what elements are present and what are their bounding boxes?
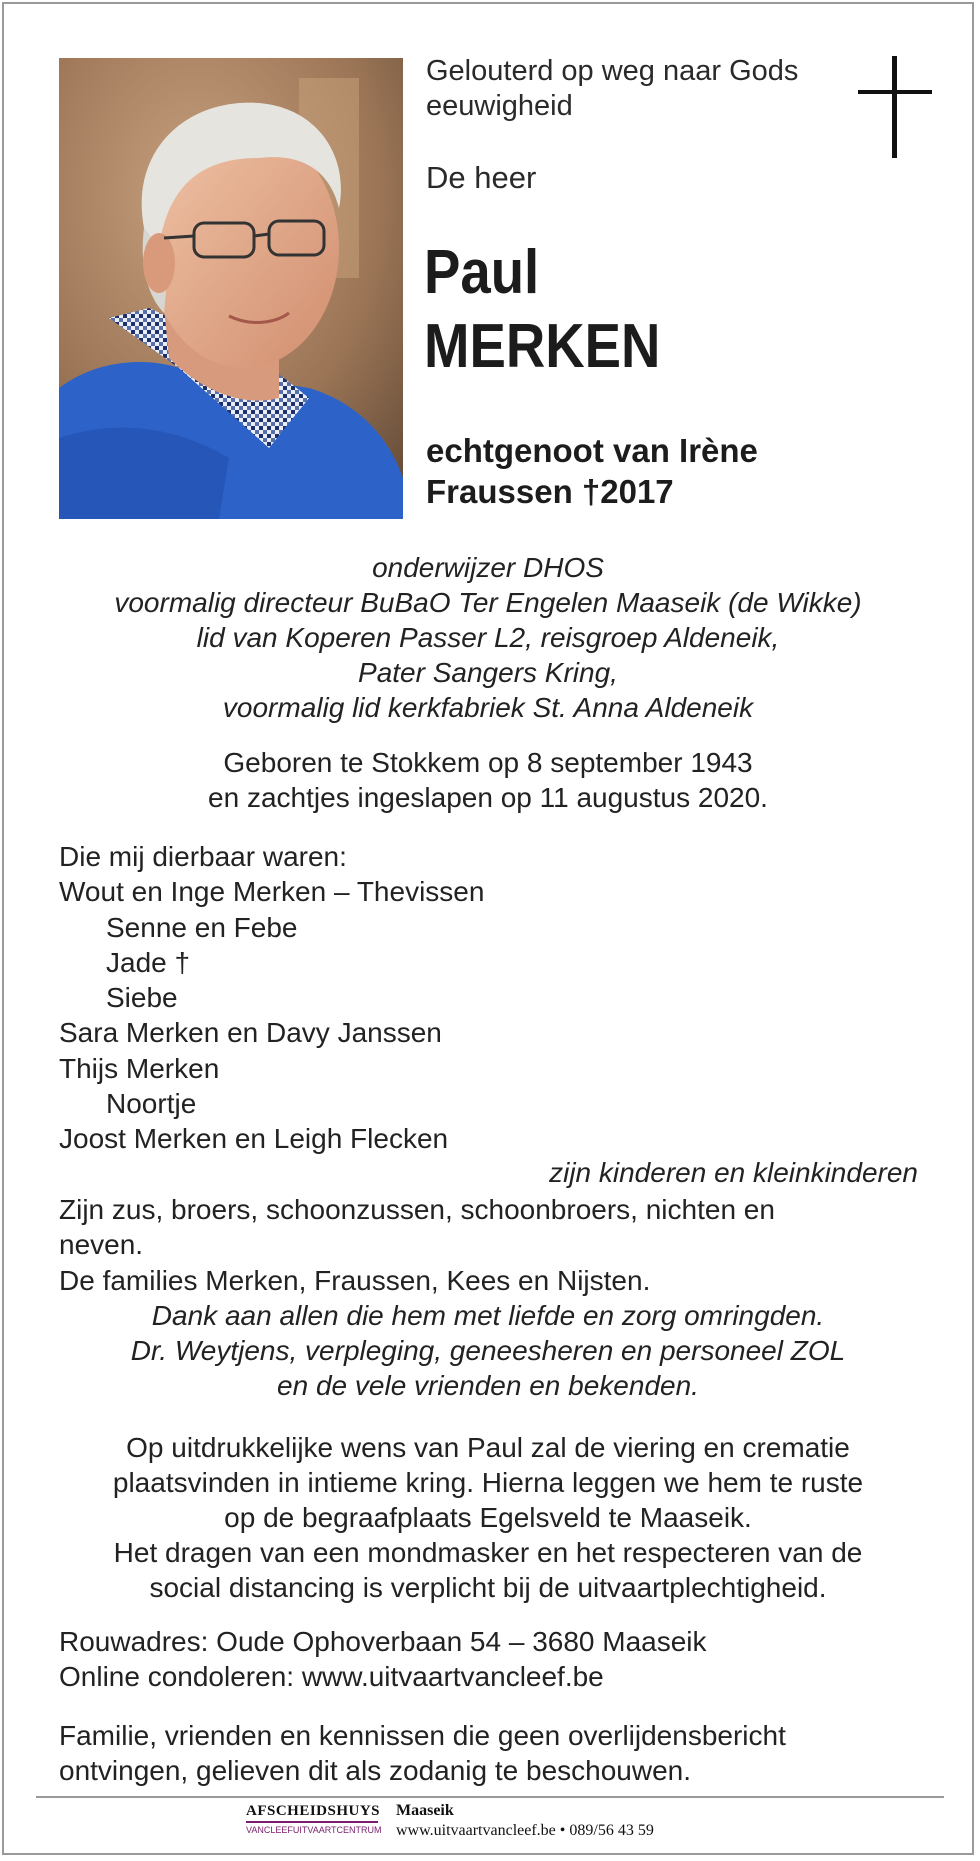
ceremony-line: social distancing is verplicht bij de uitvaartplechtigheid. [149, 1572, 827, 1603]
first-name: Paul [424, 238, 540, 307]
role-line: Pater Sangers Kring, [358, 657, 618, 688]
thanks-line: Dr. Weytjens, verpleging, geneesheren en personeel ZOL [130, 1335, 846, 1366]
thanks-line: Dank aan allen die hem met liefde en zorg omringden. [151, 1300, 825, 1331]
role-line: voormalig lid kerkfabriek St. Anna Aldeneik [222, 692, 754, 723]
family-line: Senne en Febe [106, 911, 298, 943]
family-line: Siebe [106, 982, 178, 1014]
spouse-line-2: Fraussen †2017 [426, 473, 674, 510]
role-line: voormalig directeur BuBaO Ter Engelen Maaseik (de Wikke) [114, 587, 862, 618]
intro-line-1: Gelouterd op weg naar Gods [426, 55, 799, 87]
address-block [59, 1624, 707, 1695]
family-line: Joost Merken en Leigh Flecken [59, 1123, 449, 1155]
family-line: Noortje [106, 1088, 197, 1120]
spouse-line-1: echtgenoot van Irène [426, 432, 758, 469]
thanks-line: en de vele vrienden en bekenden. [277, 1370, 699, 1401]
honorific: De heer [426, 160, 537, 195]
footer-divider [36, 1796, 944, 1798]
thanks-block [40, 1298, 936, 1403]
notice-line: Familie, vrienden en kennissen die geen overlijdensbericht [59, 1720, 786, 1751]
roles-block [40, 550, 936, 725]
ceremony-line: plaatsvinden in intieme kring. Hierna leggen we hem te ruste [112, 1467, 864, 1498]
family-line: Sara Merken en Davy Janssen [59, 1017, 442, 1049]
last-name: MERKEN [424, 312, 661, 381]
funeral-home-logo [246, 1803, 382, 1835]
ceremony-block [40, 1430, 936, 1605]
relatives-line: Zijn zus, broers, schoonzussen, schoonbroers, nichten en [59, 1194, 775, 1225]
family-line: Wout en Inge Merken – Thevissen [59, 876, 485, 908]
relatives-block [59, 1192, 775, 1298]
relatives-line: neven. [59, 1229, 144, 1261]
notice-line: ontvingen, gelieven dit als zodanig te beschouwen. [59, 1755, 691, 1787]
condolence-line: Online condoleren: www.uitvaartvancleef.be [59, 1661, 604, 1693]
footer-city: Maaseik [396, 1802, 454, 1819]
family-block [59, 839, 484, 1157]
intro-line-2: eeuwigheid [426, 90, 573, 122]
death-line: en zachtjes ingeslapen op 11 augustus 2020. [208, 782, 768, 813]
cross-icon [858, 56, 932, 158]
birth-line: Geboren te Stokkem op 8 september 1943 [223, 747, 753, 778]
ceremony-line: Het dragen van een mondmasker en het respecteren van de [113, 1537, 863, 1568]
portrait-photo [59, 58, 403, 519]
relatives-line: De families Merken, Fraussen, Kees en Nijsten. [59, 1264, 651, 1296]
children-label: zijn kinderen en kleinkinderen [549, 1157, 918, 1188]
family-heading: Die mij dierbaar waren: [59, 841, 347, 872]
dates-block [40, 745, 936, 815]
role-line: onderwijzer DHOS [372, 552, 604, 583]
logo-sub-left: VANCLEEF [246, 1825, 293, 1835]
family-line: Thijs Merken [59, 1052, 220, 1084]
footer-contact: www.uitvaartvancleef.be • 089/56 43 59 [396, 1822, 654, 1839]
ceremony-line: Op uitdrukkelijke wens van Paul zal de viering en crematie [126, 1432, 850, 1463]
ceremony-line: op de begraafplaats Egelsveld te Maaseik. [224, 1502, 752, 1533]
notice-block [59, 1718, 786, 1789]
logo-sub-right: UITVAARTCENTRUM [292, 1825, 382, 1835]
intro-text [426, 54, 798, 124]
logo-title: AFSCHEIDSHUYS [246, 1803, 378, 1823]
role-line: lid van Koperen Passer L2, reisgroep Aldeneik, [196, 622, 780, 653]
family-line: Jade † [106, 946, 191, 978]
spouse-text [426, 430, 758, 512]
address-line: Rouwadres: Oude Ophoverbaan 54 – 3680 Maaseik [59, 1626, 707, 1657]
